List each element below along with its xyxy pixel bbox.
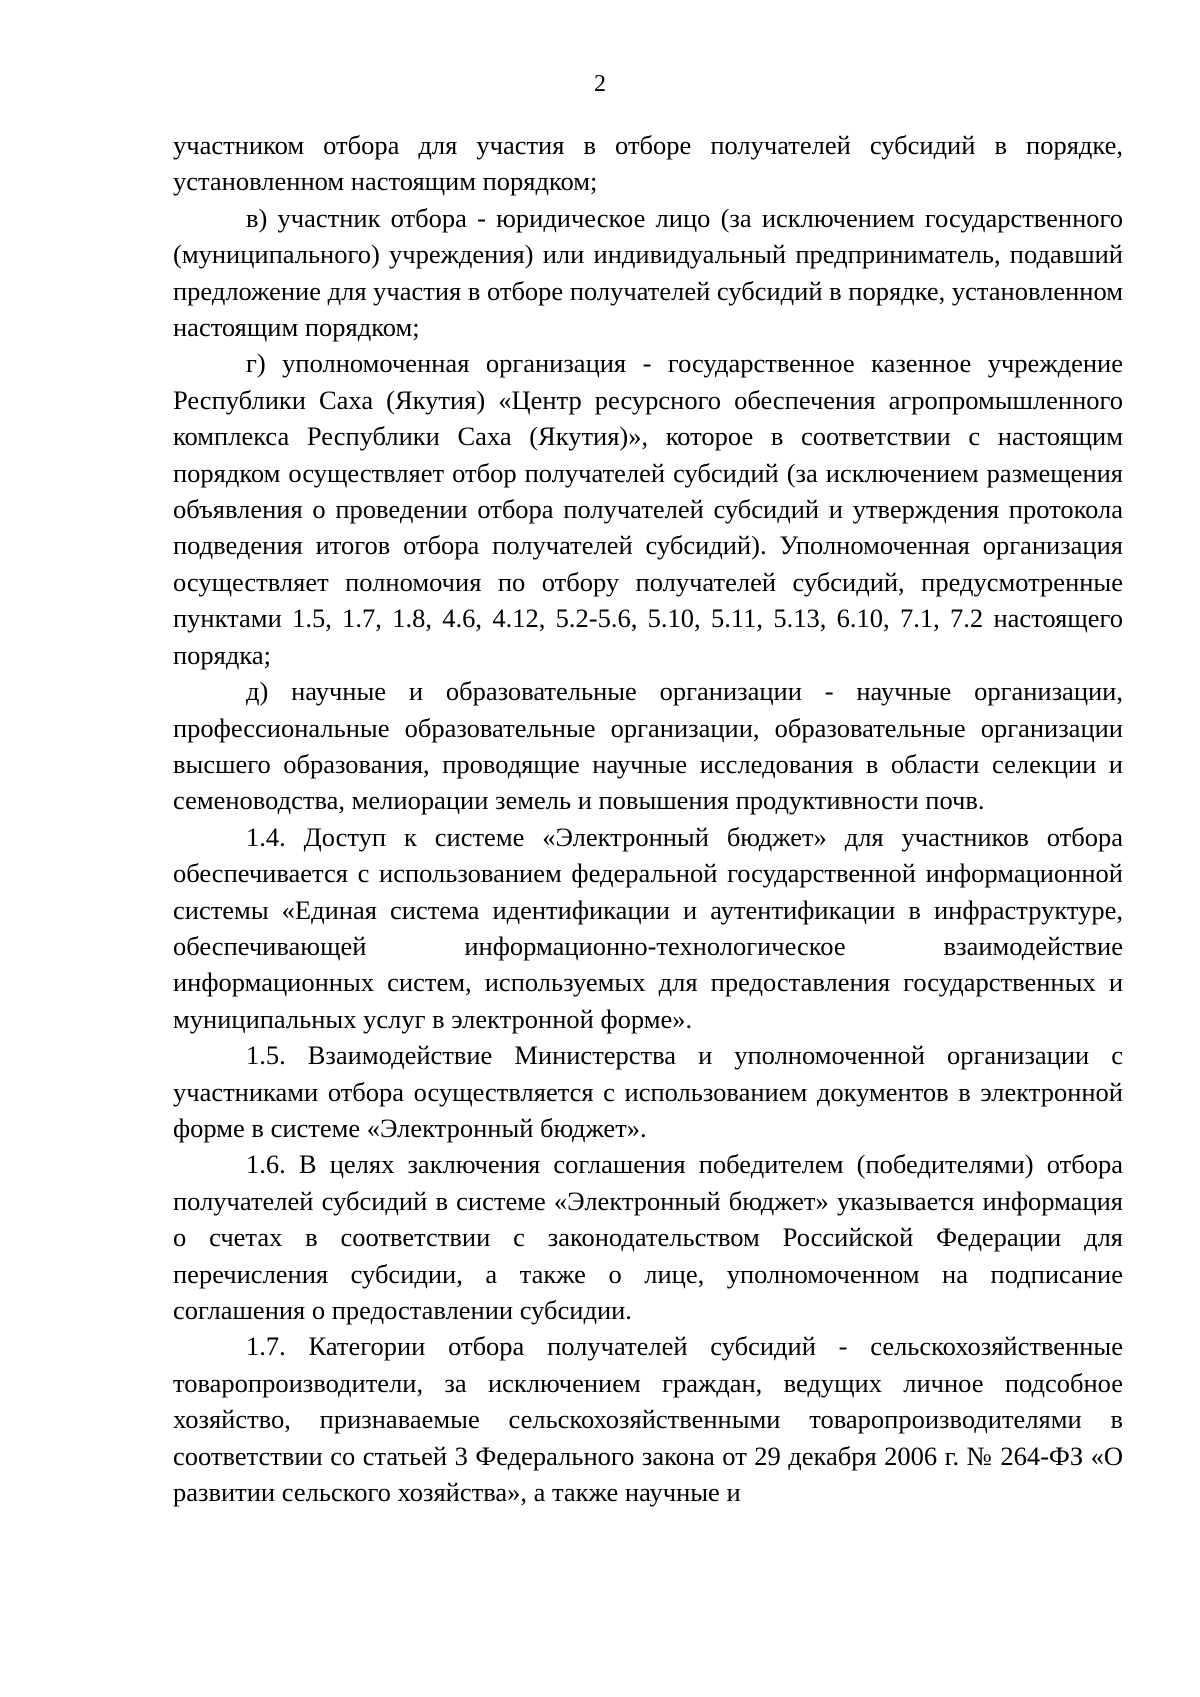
page-number: 2 [594, 71, 606, 97]
paragraph-continuation: участником отбора для участия в отборе получателей субсидий в порядке, установленном настоящим порядком; [173, 130, 1123, 197]
paragraph-1-7: 1.7. Категории отбора получателей субсидий - сельскохозяйственные товаропроизводители, за исключением граждан, ведущих личное подсобное хозяйство, признаваемые сельскохозяйственными товаропроизводителями в соответствии со статьей 3 Федерального закона от 29 декабря 2006 г. № 264-ФЗ «О развитии сельского хозяйства», а также научные и [173, 1331, 1123, 1508]
paragraph-item-d: д) научные и образовательные организации - научные организации, профессиональные образовательные организации, образовательные организации высшего образования, проводящие научные исследования в области селекции и семеноводства, мелиорации земель и повышения продуктивности почв. [173, 676, 1123, 816]
paragraph-item-v: в) участник отбора - юридическое лицо (за исключением государственного (муниципального) учреждения) или индивидуальный предприниматель, подавший предложение для участия в отборе получателей субсидий в порядке, установленном настоящим порядком; [173, 202, 1123, 343]
document-body [173, 127, 1123, 1510]
paragraph-item-g: г) уполномоченная организация - государственное казенное учреждение Республики Саха (Якутия) «Центр ресурсного обеспечения агропромышленного комплекса Республики Саха (Якутия)», которое в соответствии с настоящим порядком осуществляет отбор получателей субсидий (за исключением размещения объявления о проведении отбора получателей субсидий и утверждения протокола подведения итогов отбора получателей субсидий). Уполномоченная организация осуществляет полномочия по отбору получателей субсидий, предусмотренные пунктами 1.5, 1.7, 1.8, 4.6, 4.12, 5.2-5.6, 5.10, 5.11, 5.13, 6.10, 7.1, 7.2 настоящего порядка; [173, 348, 1123, 670]
paragraph-1-5: 1.5. Взаимодействие Министерства и уполномоченной организации с участниками отбора осуществляется с использованием документов в электронной форме в системе «Электронный бюджет». [173, 1040, 1123, 1143]
paragraph-1-6: 1.6. В целях заключения соглашения победителем (победителями) отбора получателей субсидий в системе «Электронный бюджет» указывается информация о счетах в соответствии с законодательством Российской Федерации для перечисления субсидии, а также о лице, уполномоченном на подписание соглашения о предоставлении субсидии. [173, 1149, 1123, 1325]
paragraph-1-4: 1.4. Доступ к системе «Электронный бюджет» для участников отбора обеспечивается с использованием федеральной государственной информационной системы «Единая система идентификации и аутентификации в инфраструктуре, обеспечивающей информационно-технологическое взаимодействие информационных систем, используемых для предоставления государственных и муниципальных услуг в электронной форме». [173, 821, 1123, 1034]
